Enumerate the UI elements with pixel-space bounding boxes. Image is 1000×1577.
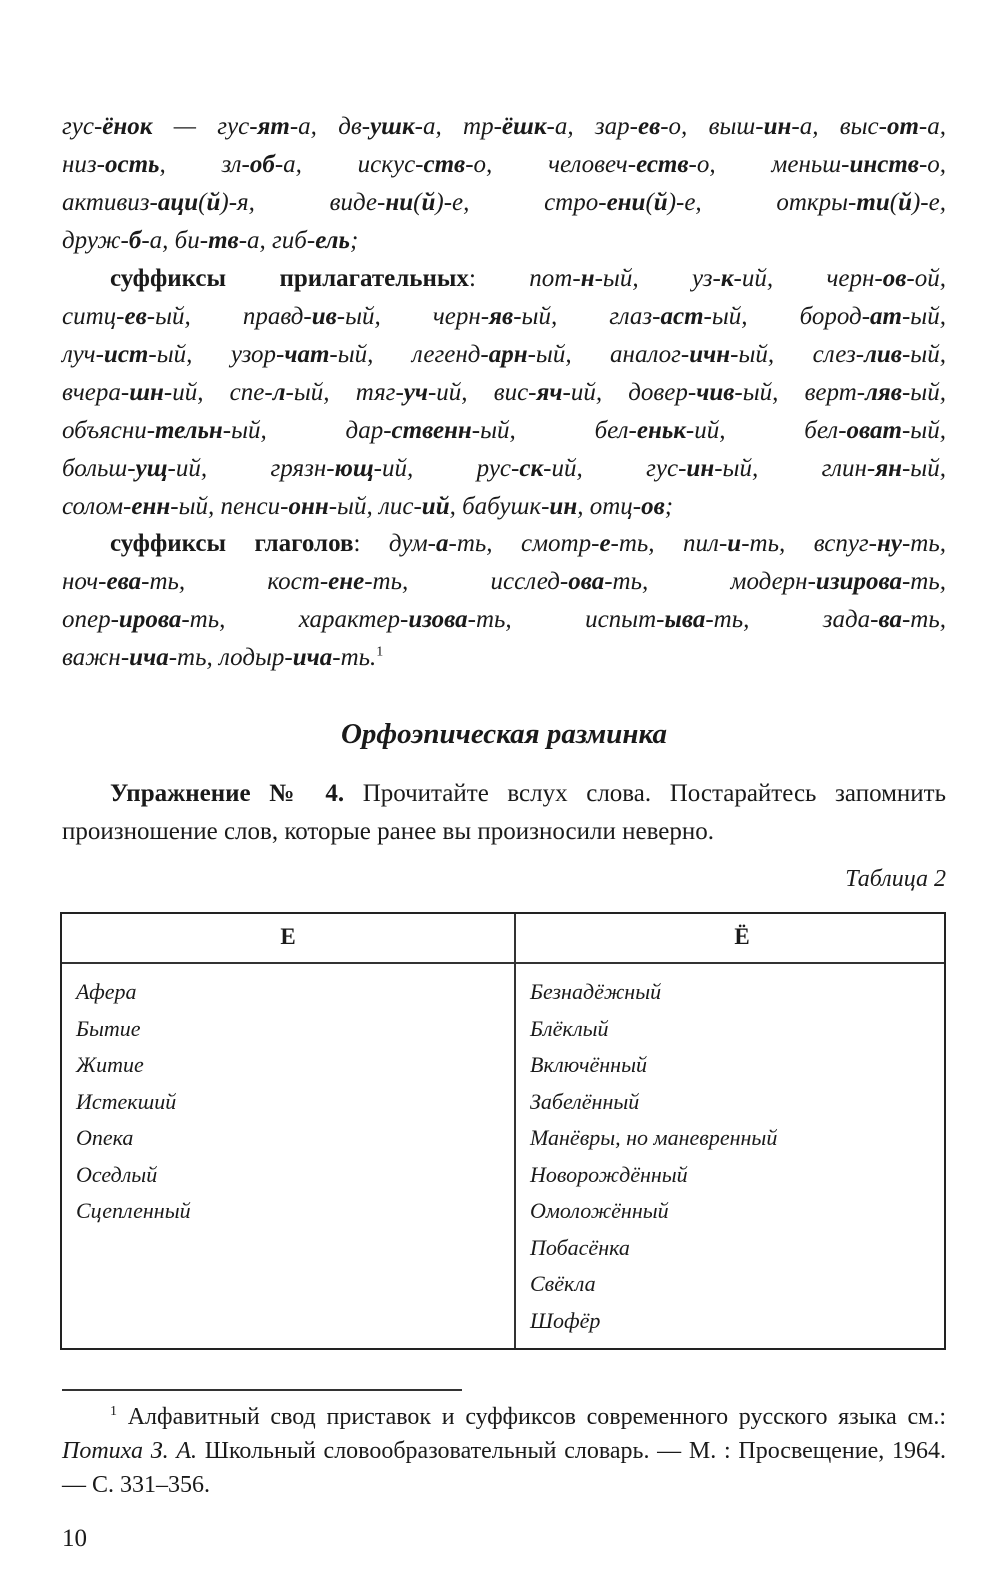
- text-line: [62, 222, 946, 260]
- footnote-author: Потиха З. А.: [62, 1438, 198, 1464]
- word-part: -ть, характер-: [181, 606, 409, 633]
- suffix: ушк: [370, 113, 415, 140]
- header-divider: [62, 962, 944, 964]
- suffix: чат: [284, 341, 330, 368]
- suffix: и: [727, 530, 742, 557]
- suffix: ича: [292, 644, 333, 671]
- word-part: -ый, узор-: [148, 341, 285, 368]
- suffix: ёшк: [501, 113, 547, 140]
- word-part: — гус-: [152, 113, 258, 140]
- footnote: [62, 1400, 946, 1502]
- word-table: [60, 912, 946, 1350]
- text-line: [62, 639, 946, 677]
- table-word: Афера: [76, 979, 137, 1004]
- suffix: й: [898, 189, 912, 216]
- text-line: [62, 336, 946, 374]
- word-part: -о, человеч-: [465, 151, 637, 178]
- suffix: лив: [864, 341, 902, 368]
- word-part: -ый, аналог-: [527, 341, 690, 368]
- word-part: -ый, глин-: [714, 455, 876, 482]
- text-line: [62, 146, 946, 184]
- suffix: н: [580, 265, 595, 292]
- word-part: , отц-: [577, 493, 642, 520]
- suffix: ущ: [135, 455, 168, 482]
- suffix: ова: [568, 568, 605, 595]
- text-line: [62, 488, 946, 526]
- suffix: ист: [103, 341, 149, 368]
- suffix: ин: [686, 455, 715, 482]
- word-part: -о, выш-: [660, 113, 764, 140]
- word-part: -а, гиб-: [238, 227, 316, 254]
- text-line: [62, 601, 946, 639]
- column-e: [76, 974, 191, 1230]
- table-word: Житие: [76, 1052, 144, 1077]
- word-part: -ый, дар-: [222, 417, 392, 444]
- table-word: Опека: [76, 1125, 134, 1150]
- suffix: ственн: [391, 417, 472, 444]
- word-part: луч-: [62, 341, 104, 368]
- word-part: -ий, спе-: [163, 379, 273, 406]
- adjective-suffix-paragraph: [62, 260, 946, 526]
- suffix: онн: [288, 493, 329, 520]
- word-part: -ть, смотр-: [448, 530, 600, 557]
- footnote-source: Школьный словообразовательный словарь. — М. : Просвещение, 1964. — С. 331–356.: [62, 1438, 947, 1498]
- verb-suffix-paragraph: [62, 525, 946, 677]
- section-heading: Орфоэпическая разминка: [340, 718, 668, 750]
- word-part: -ый, верт-: [734, 379, 866, 406]
- table-word: Манёвры, но маневренный: [530, 1125, 778, 1150]
- text-line: [62, 184, 946, 222]
- word-part: )-е,: [911, 189, 946, 216]
- word-part: -ый,: [901, 303, 946, 330]
- suffix: ёнок: [102, 113, 153, 140]
- suffix: ск: [519, 455, 544, 482]
- suffix: ин: [549, 493, 578, 520]
- text-line: [62, 525, 946, 563]
- suffix: ость: [104, 151, 160, 178]
- suffix: ляв: [865, 379, 902, 406]
- word-part: ноч-: [62, 568, 107, 595]
- word-part: объясни-: [62, 417, 156, 444]
- word-part: , зл-: [159, 151, 250, 178]
- suffix: ель: [315, 227, 350, 254]
- word-part: -ть, исслед-: [364, 568, 569, 595]
- table-word: Сцепленный: [76, 1198, 191, 1223]
- suffix: й: [653, 189, 668, 216]
- word-part: -ть,: [901, 568, 946, 595]
- suffix: аци: [157, 189, 199, 216]
- word-part: (: [889, 189, 899, 216]
- word-part: -ый,: [901, 379, 946, 406]
- suffix: от: [886, 113, 919, 140]
- table-word: Безнадёжный: [530, 979, 662, 1004]
- suffix: оват: [846, 417, 902, 444]
- suffix: ин: [763, 113, 792, 140]
- exercise-text: Прочитайте вслух слова. Постарайтесь запомнить произношение слов, которые ранее вы произносили неверно.: [62, 780, 947, 845]
- word-part: -ий, рус-: [373, 455, 520, 482]
- word-part: -ый, бел-: [471, 417, 637, 444]
- column-divider: [514, 914, 516, 1348]
- suffix: яч: [536, 379, 563, 406]
- suffix: изирова: [815, 568, 902, 595]
- text-line: [62, 374, 946, 412]
- table-word: Включённый: [530, 1052, 647, 1077]
- word-part: -ый,: [901, 417, 946, 444]
- suffix: ив: [311, 303, 337, 330]
- exercise-paragraph: [62, 775, 946, 851]
- word-part: -а, тр-: [414, 113, 502, 140]
- text-line: [62, 260, 946, 298]
- word-part: )-е, стро-: [435, 189, 607, 216]
- footnote-text: Алфавитный свод приставок и суффиксов современного русского языка см.:: [117, 1404, 946, 1430]
- suffix: ат: [870, 303, 902, 330]
- suffix: еств: [636, 151, 689, 178]
- suffix: аст: [660, 303, 704, 330]
- table-caption: Таблица 2: [845, 866, 946, 892]
- suffix: ев: [637, 113, 661, 140]
- word-part: ситц-: [62, 303, 125, 330]
- table-word: Шофёр: [530, 1307, 601, 1333]
- word-part: -ый, бород-: [703, 303, 871, 330]
- word-part: -ть, лодыр-: [168, 644, 293, 671]
- word-part: -а,: [918, 113, 946, 140]
- word-part: ;: [664, 493, 674, 520]
- word-part: -ый, уз-: [594, 265, 721, 292]
- suffix: уч: [403, 379, 428, 406]
- word-part: , бабушк-: [449, 493, 550, 520]
- word-part: -ть, модерн-: [604, 568, 816, 595]
- word-part: (: [645, 189, 654, 216]
- word-part: -а, би-: [141, 227, 209, 254]
- suffix: ян: [875, 455, 902, 482]
- word-part: -ий, грязн-: [167, 455, 335, 482]
- word-part: вчера-: [62, 379, 130, 406]
- text-line: [62, 298, 946, 336]
- table-word: Новорождённый: [530, 1161, 688, 1187]
- suffix: ене: [328, 568, 365, 595]
- word-part: -ый, пенси-: [170, 493, 289, 520]
- word-part: больш-: [62, 455, 136, 482]
- suffix: ну: [877, 530, 902, 557]
- suffix: об: [249, 151, 275, 178]
- footnote-mark: 1: [110, 1404, 117, 1419]
- word-part: -ый, тяг-: [285, 379, 404, 406]
- word-part: -ий, довер-: [562, 379, 697, 406]
- suffix: ва: [878, 606, 902, 633]
- word-part: -ть, испыт-: [467, 606, 665, 633]
- word-part: -ть, пил-: [610, 530, 728, 557]
- word-part: -ий, вис-: [427, 379, 537, 406]
- header-e: Е: [280, 924, 296, 949]
- table-word: Блёклый: [530, 1015, 609, 1041]
- word-part: -а, дв-: [289, 113, 371, 140]
- suffix: ят: [257, 113, 290, 140]
- word-part: :: [353, 530, 389, 557]
- word-part: -ть, кост-: [141, 568, 329, 595]
- word-part: гус-: [62, 113, 103, 140]
- suffix: тв: [208, 227, 239, 254]
- word-part: -ый, глаз-: [513, 303, 661, 330]
- suffix: й: [421, 189, 436, 216]
- noun-suffix-examples: [62, 108, 946, 260]
- table-word: Забелённый: [530, 1088, 640, 1114]
- suffix: ов: [882, 265, 907, 292]
- word-part: )-е, откры-: [667, 189, 857, 216]
- adjective-suffix-label: суффиксы прилагательных: [110, 265, 469, 292]
- table-word: Свёкла: [530, 1271, 596, 1296]
- suffix: енн: [131, 493, 171, 520]
- word-part: -ий, черн-: [733, 265, 883, 292]
- word-part: -ть, вспуг-: [741, 530, 877, 557]
- suffix: ича: [129, 644, 169, 671]
- word-part: друж-: [62, 227, 129, 254]
- table-word: Бытие: [76, 1015, 141, 1041]
- suffix: ов: [641, 493, 665, 520]
- word-part: -а, зар-: [546, 113, 638, 140]
- word-part: -ый,: [901, 455, 946, 482]
- table-word: Истекший: [76, 1088, 177, 1114]
- word-part: -а, искус-: [274, 151, 424, 178]
- word-part: -ть.: [332, 644, 377, 671]
- suffix: еньк: [636, 417, 686, 444]
- verb-suffix-label: суффиксы глаголов: [110, 530, 354, 557]
- suffix: инств: [849, 151, 919, 178]
- text-line: [62, 563, 946, 601]
- suffix: ирова: [118, 606, 182, 633]
- suffix: арн: [488, 341, 528, 368]
- word-part: ;: [349, 227, 359, 254]
- suffix: ени: [606, 189, 646, 216]
- word-part: низ-: [62, 151, 105, 178]
- word-part: -о,: [918, 151, 947, 178]
- suffix: чив: [696, 379, 735, 406]
- word-part: -ть,: [901, 606, 946, 633]
- table-word: Оседлый: [76, 1161, 158, 1187]
- word-part: -ой,: [906, 265, 946, 292]
- suffix: тельн: [155, 417, 223, 444]
- suffix: ств: [423, 151, 466, 178]
- word-part: -ый, слез-: [730, 341, 865, 368]
- word-part: (: [413, 189, 422, 216]
- word-part: -ый, черн-: [336, 303, 490, 330]
- suffix: изова: [408, 606, 468, 633]
- suffix: ыва: [664, 606, 706, 633]
- word-part: -ый, лис-: [328, 493, 422, 520]
- word-part: важн-: [62, 644, 130, 671]
- suffix: е: [599, 530, 611, 557]
- suffix: шн: [129, 379, 164, 406]
- word-part: -о, меньш-: [688, 151, 850, 178]
- word-part: дум-: [388, 530, 436, 557]
- word-part: -ть,: [901, 530, 946, 557]
- word-part: (: [198, 189, 207, 216]
- suffix: а: [436, 530, 449, 557]
- word-part: -ий, бел-: [685, 417, 847, 444]
- text-line: [62, 108, 946, 146]
- word-part: -ий, гус-: [543, 455, 687, 482]
- suffix: ий: [421, 493, 450, 520]
- suffix: ющ: [334, 455, 374, 482]
- suffix: л: [272, 379, 286, 406]
- word-part: -ый, правд-: [146, 303, 312, 330]
- word-part: )-я, виде-: [220, 189, 386, 216]
- text-line: [62, 412, 946, 450]
- header-yo: Ё: [734, 924, 750, 949]
- word-part: опер-: [62, 606, 119, 633]
- word-part: -ый,: [901, 341, 946, 368]
- suffix: к: [720, 265, 734, 292]
- suffix: ни: [385, 189, 414, 216]
- suffix: яв: [489, 303, 514, 330]
- suffix: ичн: [689, 341, 731, 368]
- word-part: -ый, легенд-: [329, 341, 489, 368]
- word-part: пот-: [529, 265, 581, 292]
- text-line: [62, 450, 946, 488]
- column-yo: [530, 974, 777, 1339]
- footnote-rule: [62, 1389, 462, 1391]
- footnote-ref: 1: [376, 644, 384, 660]
- suffix: й: [206, 189, 221, 216]
- suffix: б: [128, 227, 142, 254]
- exercise-number: Упражнение № 4.: [110, 780, 345, 807]
- table-word: Омоложённый: [530, 1198, 669, 1223]
- word-part: солом-: [62, 493, 132, 520]
- suffix: ев: [124, 303, 147, 330]
- page-number: 10: [62, 1525, 87, 1552]
- word-part: -а, выс-: [791, 113, 887, 140]
- word-part: активиз-: [62, 189, 158, 216]
- table-word: Побасёнка: [530, 1234, 630, 1260]
- suffix: ева: [106, 568, 142, 595]
- suffix: ти: [856, 189, 890, 216]
- word-part: -ть, зада-: [705, 606, 879, 633]
- word-part: :: [468, 265, 530, 292]
